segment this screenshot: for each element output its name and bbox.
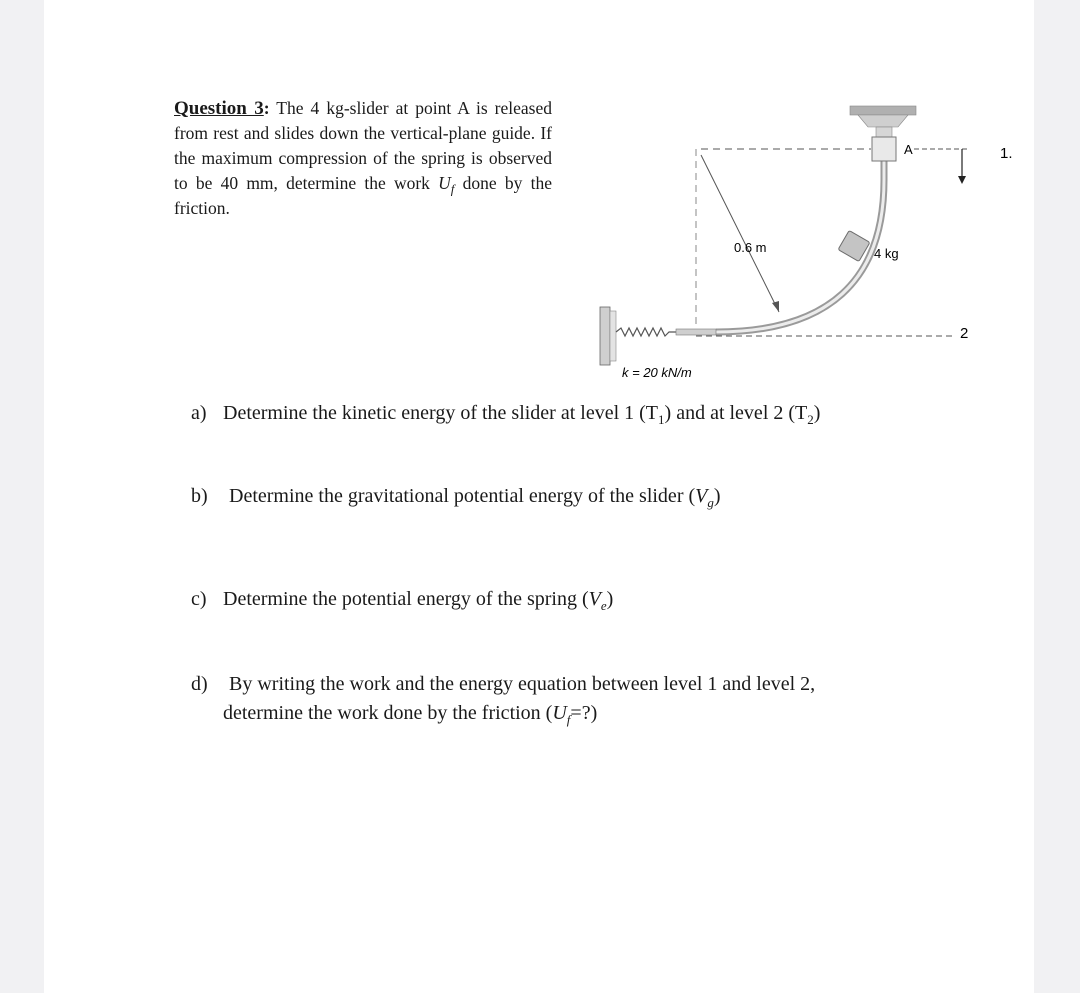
part-d-letter: d) [191,673,208,695]
part-d-sub: f [566,712,571,727]
part-a-text: Determine the kinetic energy of the slider at level 1 (T [223,402,659,424]
part-c-end: ) [606,588,614,610]
wall-plate [610,311,616,361]
part-a-end: ) [813,402,821,424]
part-d-symbol: U [552,702,567,724]
question-colon: : [263,98,270,118]
part-d-line2: determine the work done by the friction ( [223,702,553,724]
question-label: Question 3 [174,98,264,119]
level2-label: 2 [960,325,969,342]
part-a-mid: ) and at level 2 (T [664,402,808,424]
part-b-sub: g [707,495,714,510]
part-a [191,399,951,428]
spring-constant-label: k = 20 kN/m [622,365,692,380]
top-mount-stem [876,127,892,137]
part-d [191,670,951,728]
wall [600,307,610,365]
part-c-sub: e [600,598,607,613]
point-A-label: A [904,142,913,157]
part-b-letter: b) [191,485,208,507]
part-d-end: =?) [570,702,598,724]
part-b-text: Determine the gravitational potential energy of the slider ( [229,485,696,507]
part-c-letter: c) [191,588,207,610]
part-a-sub2: 2 [807,412,814,427]
part-b-symbol: V [695,485,708,507]
slider-at-A [872,137,896,161]
mass-label: 4 kg [874,246,899,261]
part-d-line1: By writing the work and the energy equation between level 1 and level 2, [229,673,816,695]
part-a-sub1: 1 [658,412,665,427]
spring-rod [676,329,716,335]
level1-marker-arrowhead [958,176,966,184]
question-text-b: done by the friction. [174,173,552,218]
question-statement [174,96,552,221]
question-text-a: The 4 kg-slider at point A is released from rest and slides down the vertical-plane guide. If the maximum compression of the spring is observed to be 40 mm, determine the work [174,98,552,193]
spring [616,328,676,336]
top-mount-plate [850,106,916,115]
radius-arrowhead [772,301,779,312]
part-b [191,482,951,511]
slider-guide-figure [596,100,1026,385]
top-mount-bracket [858,115,908,127]
part-d-line2-wrap [191,699,951,728]
uf-subscript: f [450,181,455,197]
level1-label: 1. [1000,145,1013,162]
radius-label: 0.6 m [734,240,767,255]
slider-4kg [838,230,870,261]
part-c-text: Determine the potential energy of the spring ( [223,588,589,610]
part-c [191,585,951,614]
part-a-letter: a) [191,402,207,424]
part-b-end: ) [713,485,721,507]
part-c-symbol: V [588,588,601,610]
radius-line [701,155,779,312]
uf-symbol: U [438,173,451,193]
